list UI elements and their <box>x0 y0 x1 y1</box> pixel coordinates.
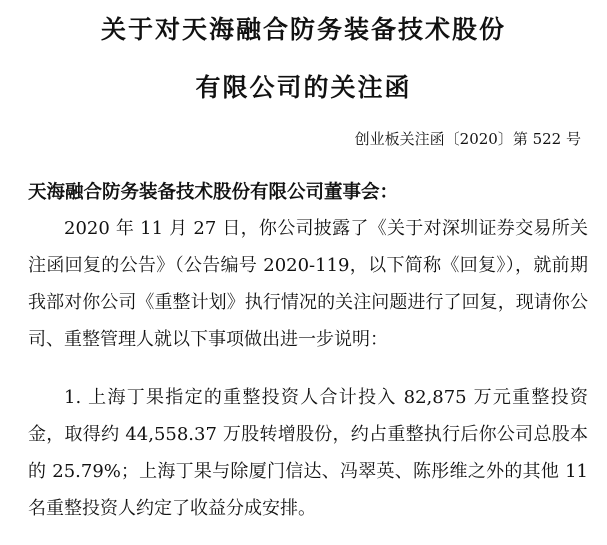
title-line-1: 关于对天海融合防务装备技术股份 <box>100 15 506 44</box>
body-paragraph-2: 1. 上海丁果指定的重整投资人合计投入 82,875 万元重整投资金，取得约 44,558.37 万股转增股份，约占重整执行后你公司总股本的 25.79%；上海丁果与除厦门信达、冯翠英、陈彤维之外的其他 11 名重整投资人约定了收益分成安排。 <box>28 387 588 519</box>
addressee: 天海融合防务装备技术股份有限公司董事会： <box>28 182 399 203</box>
body-paragraph-1: 2020 年 11 月 27 日，你公司披露了《关于对深圳证券交易所关注函回复的公告》（公告编号 2020-119，以下简称《回复》），就前期我部对你公司《重整计划》执行情况的关注问题进行了回复，现请你公司、重整管理人就以下事项做出进一步说明： <box>28 218 588 350</box>
title-line-2: 有限公司的关注函 <box>195 73 412 102</box>
document-number: 创业板关注函〔2020〕第 522 号 <box>354 130 581 148</box>
